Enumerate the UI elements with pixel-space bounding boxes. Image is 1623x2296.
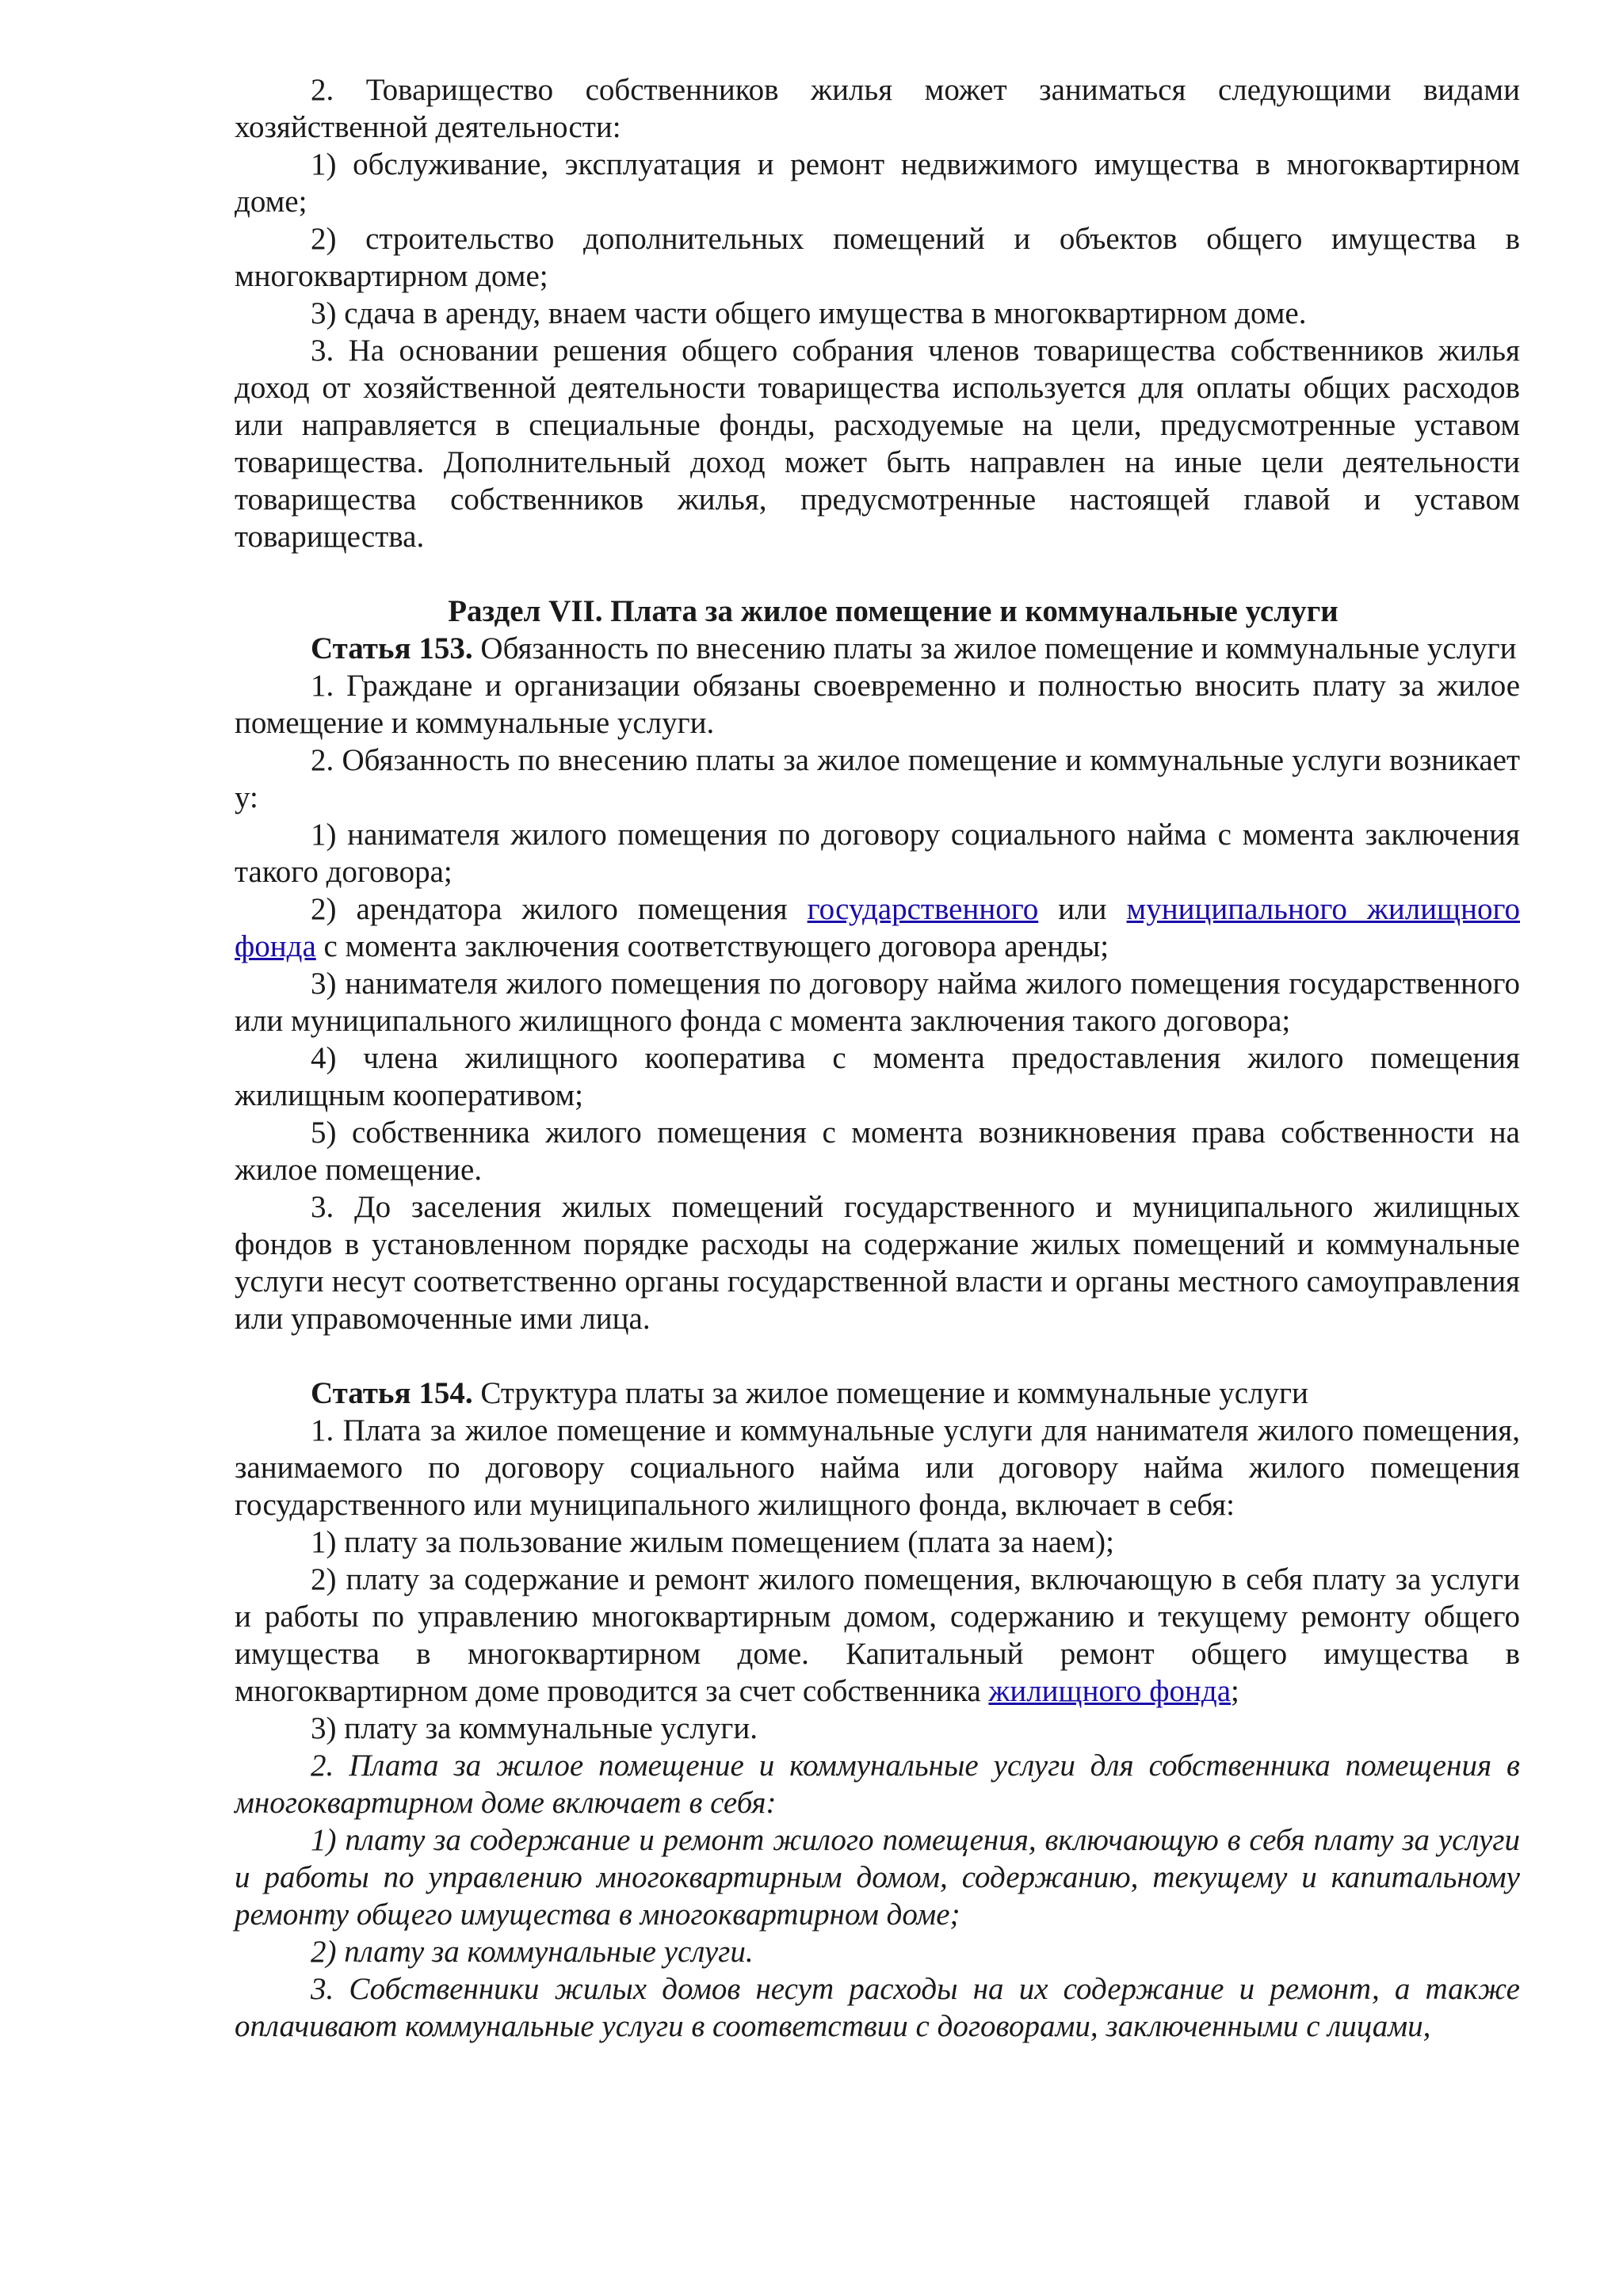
list-item: 2) строительство дополнительных помещений и объектов общего имущества в многоквартирном доме; (235, 222, 1520, 293)
text-span: ; (1231, 1674, 1239, 1708)
spacer (235, 1337, 1520, 1375)
section-title: Раздел VII. Плата за жилое помещение и коммунальные услуги (448, 594, 1338, 628)
list-item: 1) плату за пользование жилым помещением (плата за наем); (311, 1525, 1114, 1559)
list-item: 5) собственника жилого помещения с момента возникновения права собственности на жилое помещение. (235, 1116, 1520, 1187)
link-housing-fund[interactable]: жилищного фонда (988, 1674, 1232, 1708)
list-item (235, 891, 1520, 965)
text-span: 2) арендатора жилого помещения (311, 892, 808, 926)
paragraph: 2. Плата за жилое помещение и коммунальные услуги для собственника помещения в многоквартирном доме включает в себя: (235, 1749, 1520, 1820)
text-span: 2) плату за содержание и ремонт жилого помещения, включающую в себя плату за услуги и работы по управлению многоквартирным домом, содержанию и текущему ремонту общего имущества в многоквартирном доме. Капитальный ремонт общего имущества в многоквартирном доме проводится за счет собственника (235, 1562, 1520, 1708)
paragraph: 1. Граждане и организации обязаны своевременно и полностью вносить плату за жилое помещение и коммунальные услуги. (235, 669, 1520, 740)
paragraph: 3. До заселения жилых помещений государственного и муниципального жилищных фондов в установленном порядке расходы на содержание жилых помещений и коммунальные услуги несут соответственно органы государственной власти и органы местного самоуправления или управомоченные ими лица. (235, 1190, 1520, 1336)
link-state-fund[interactable]: государственного (807, 892, 1039, 926)
list-item: 1) обслуживание, эксплуатация и ремонт недвижимого имущества в многоквартирном доме; (235, 147, 1520, 219)
article-heading (235, 630, 1520, 667)
text-span: с момента заключения соответствующего договора аренды; (315, 929, 1109, 963)
article-title: Обязанность по внесению платы за жилое помещение и коммунальные услуги (472, 631, 1517, 666)
paragraph: 3. Собственники жилых домов несут расходы на их содержание и ремонт, а также оплачивают коммунальные услуги в соответствии с договорами, заключенными с лицами, (235, 1972, 1520, 2043)
paragraph: 2. Товарищество собственников жилья может заниматься следующими видами хозяйственной деятельности: (235, 73, 1520, 144)
article-label: Статья 153. (311, 631, 473, 666)
list-item: 4) члена жилищного кооператива с момента предоставления жилого помещения жилищным кооперативом; (235, 1041, 1520, 1112)
list-item: 2) плату за коммунальные услуги. (311, 1935, 754, 1969)
article-label: Статья 154. (311, 1376, 473, 1410)
list-item: 1) нанимателя жилого помещения по договору социального найма с момента заключения такого договора; (235, 818, 1520, 889)
list-item (235, 1561, 1520, 1710)
paragraph: 1. Плата за жилое помещение и коммунальные услуги для нанимателя жилого помещения, занимаемого по договору социального найма или договору найма жилого помещения государственного или муниципального жилищного фонда, включает в себя: (235, 1413, 1520, 1522)
link-municipal-fund[interactable]: муниципального жилищного фонда (235, 892, 1520, 963)
list-item: 3) плату за коммунальные услуги. (311, 1711, 758, 1745)
paragraph: 3. На основании решения общего собрания членов товарищества собственников жилья доход от хозяйственной деятельности товарищества используется для оплаты общих расходов или направляется в специальные фонды, расходуемые на цели, предусмотренные уставом товарищества. Дополнительный доход может быть направлен на иные цели деятельности товарищества собственников жилья, предусмотренные настоящей главой и уставом товарищества. (235, 334, 1520, 554)
paragraph: 2. Обязанность по внесению платы за жилое помещение и коммунальные услуги возникает у: (235, 743, 1520, 814)
list-item: 3) сдача в аренду, внаем части общего имущества в многоквартирном доме. (311, 296, 1307, 330)
article-heading (235, 1375, 1520, 1412)
list-item: 1) плату за содержание и ремонт жилого помещения, включающую в себя плату за услуги и работы по управлению многоквартирным домом, содержанию, текущему и капитальному ремонту общего имущества в многоквартирном доме; (235, 1823, 1520, 1932)
list-item: 3) нанимателя жилого помещения по договору найма жилого помещения государственного или муниципального жилищного фонда с момента заключения такого договора; (235, 967, 1520, 1038)
text-span: или (1038, 892, 1127, 926)
article-title: Структура платы за жилое помещение и коммунальные услуги (472, 1376, 1308, 1410)
